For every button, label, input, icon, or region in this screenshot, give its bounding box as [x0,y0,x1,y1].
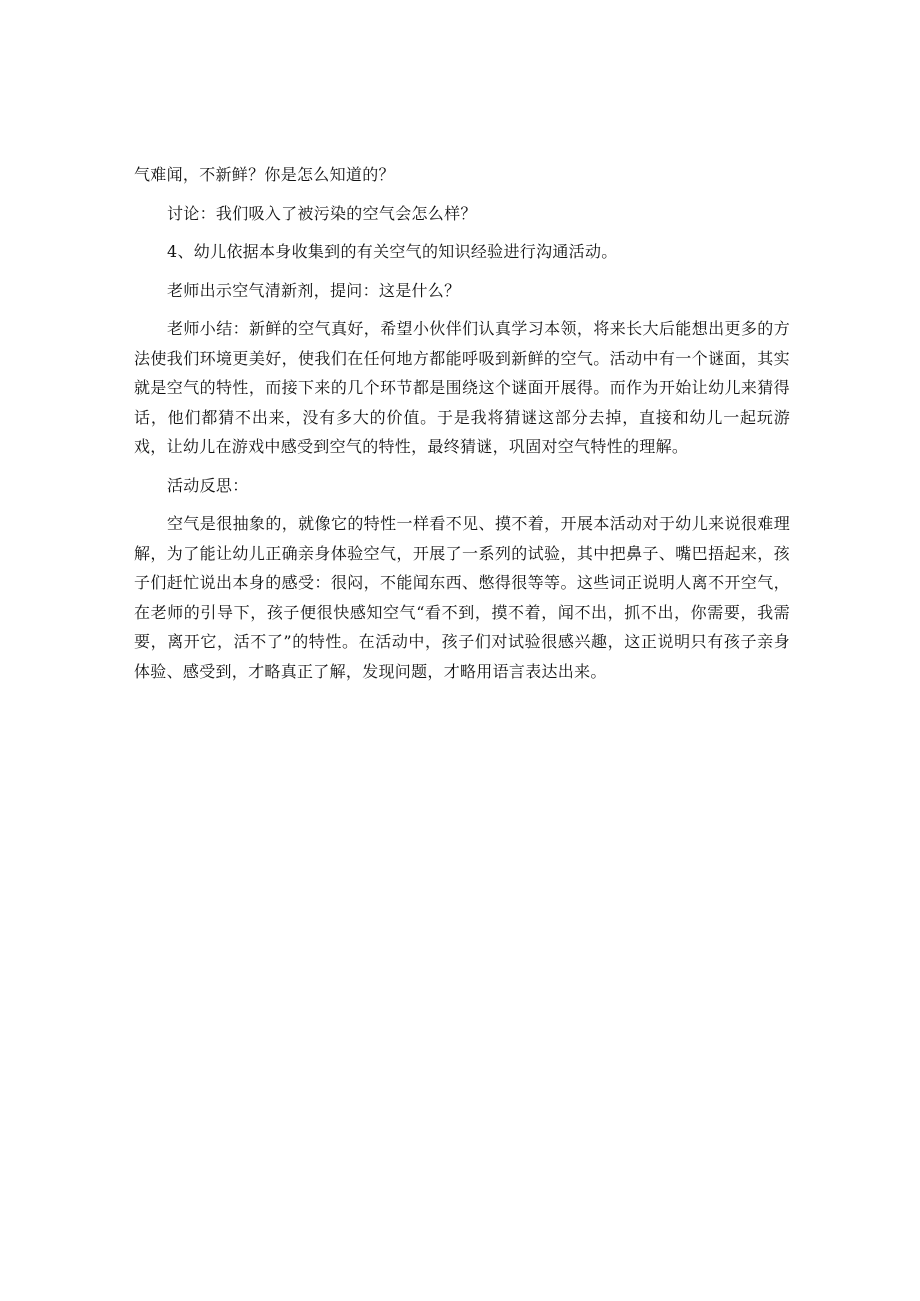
paragraph-step-4: 4、幼儿依据本身收集到的有关空气的知识经验进行沟通活动。 [167,242,618,261]
paragraph-discussion: 讨论：我们吸入了被污染的空气会怎么样？ [167,203,477,223]
paragraph-reflection: 空气是很抽象的，就像它的特性一样看不见、摸不着，开展本活动对于幼儿来说很难理解，为了能让幼儿正确亲身体验空气，开展了一系列的试验，其中把鼻子、嘴巴捂起来，孩子们赶忙说出本身的感受：很闷，不能闻东西、憋得很等等。这些词正说明人离不开空气，在老师的引导下，孩子便很快感知空气“看不到，摸不着，闻不出，抓不出，你需要，我需要，离开它，活不了”的特性。在活动中，孩子们对试验很感兴趣，这正说明只有孩子亲身体验、感受到，才略真正了解，发现问题，才略用语言表达出来。 [134,514,790,681]
paragraph-teacher-question: 老师出示空气清新剂，提问：这是什么？ [167,280,461,300]
document-body [134,160,790,686]
paragraph-teacher-summary: 老师小结：新鲜的空气真好，希望小伙伴们认真学习本领，将来长大后能想出更多的方法使我们环境更美好，使我们在任何地方都能呼吸到新鲜的空气。活动中有一个谜面，其实就是空气的特性，而接下来的几个环节都是围绕这个谜面开展得。而作为开始让幼儿来猜得话，他们都猜不出来，没有多大的价值。于是我将猜谜这部分去掉，直接和幼儿一起玩游戏，让幼儿在游戏中感受到空气的特性，最终猜谜，巩固对空气特性的理解。 [134,319,790,456]
paragraph-continued: 气难闻，不新鲜？你是怎么知道的？ [134,165,395,184]
heading-activity-reflection: 活动反思： [167,475,249,495]
